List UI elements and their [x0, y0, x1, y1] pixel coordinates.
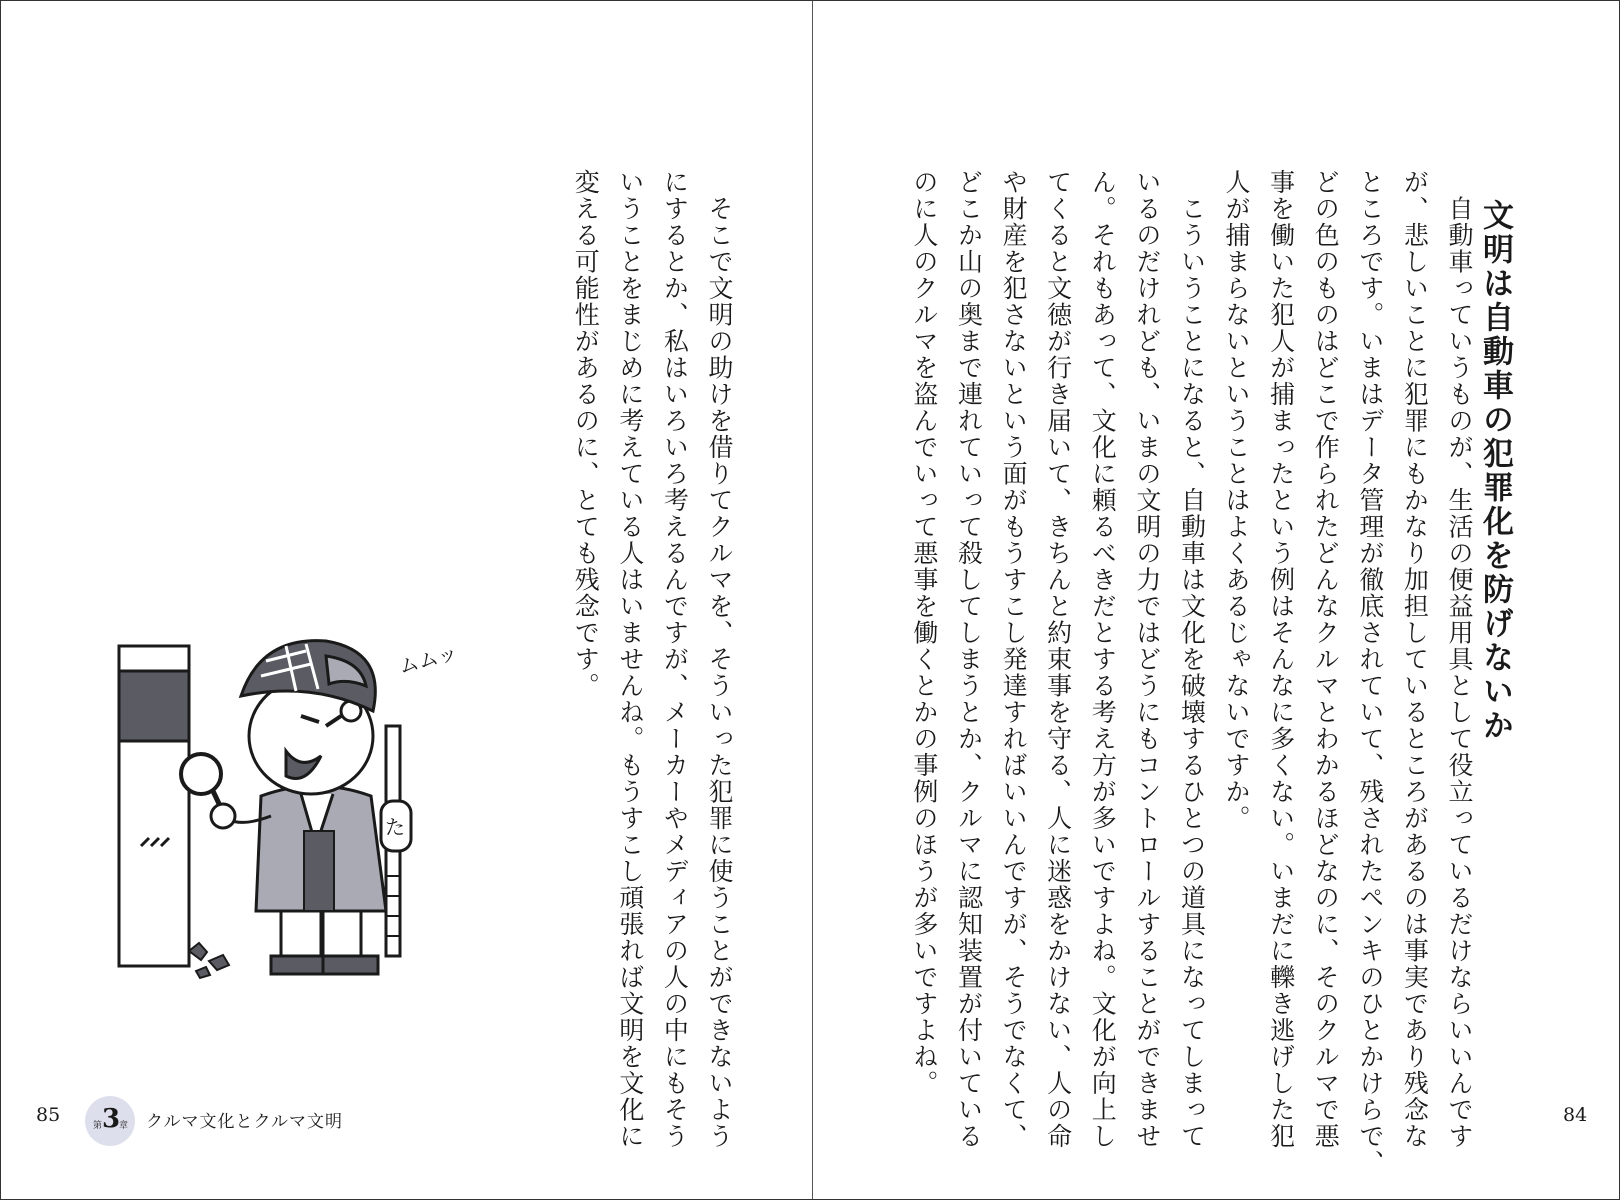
chapter-prefix: 第 — [93, 1121, 103, 1131]
chapter-suffix: 章 — [119, 1121, 129, 1131]
text-line: ん。それもあって、文化に頼るべきだとする考え方が多いですよね。文化が向上し — [1088, 169, 1118, 1150]
right-page-body — [881, 169, 1481, 1176]
text-line: そこで文明の助けを借りてクルマを、そういった犯罪に使うことができないよう — [705, 169, 734, 1150]
section-heading: 文明は自動車の犯罪化を防げないか — [1477, 199, 1513, 743]
text-line: どこか山の奥まで連れていって殺してしまうとか、クルマに認知装置が付いている — [954, 169, 984, 1150]
text-line: どの色のものはどこで作られたどんなクルマとわかるほどなのに、そのクルマで悪 — [1311, 169, 1341, 1150]
pole-band — [119, 671, 189, 741]
magnifier-lens — [181, 754, 221, 794]
text-line: のに人のクルマを盗んでいって悪事を働くとかの事例のほうが多いですよね。 — [909, 169, 939, 1097]
stick-glyph: た — [385, 815, 405, 839]
text-line: こういうことになると、自動車は文化を破壊するひとつの道具になってしまって — [1177, 169, 1207, 1150]
chapter-title: クルマ文化とクルマ文明 — [146, 1112, 343, 1132]
text-line: 変える可能性があるのに、とても残念です。 — [571, 169, 601, 699]
text-line: が、悲しいことに犯罪にもかなり加担しているところがあるのは事実であり残念な — [1400, 169, 1430, 1150]
sound-effect: ムムッ — [396, 640, 461, 679]
text-line: 人が捕まらないということはよくあるじゃないですか。 — [1222, 169, 1252, 832]
page-gutter — [812, 1, 813, 1199]
chapter-number: 3 — [102, 1104, 121, 1134]
shoe — [271, 956, 326, 974]
page-number-right: 84 — [1563, 1104, 1588, 1126]
text-line: いうことをまじめに考えている人はいませんね。もうすこし頑張れば文明を文化に — [615, 169, 645, 1150]
text-line: 事を働いた犯人が捕まったという例はそんなに多くない。いまだに轢き逃げした犯 — [1266, 169, 1296, 1150]
chapter-badge — [85, 1096, 135, 1146]
text-line: いるのだけれども、いまの文明の力ではどうにもコントロールすることができませ — [1132, 169, 1162, 1150]
text-line: 自動車っていうものが、生活の便益用具として役立っているだけならいいんです — [1445, 169, 1474, 1150]
text-line: や財産を犯さないという面がもうすこし発達すればいいんですが、そうでなくて、 — [999, 169, 1029, 1150]
text-line: てくると文徳が行き届いて、きちんと約束事を守る、人に迷惑をかけない、人の命 — [1043, 169, 1073, 1150]
text-line: ところです。いまはデータ管理が徹底されていて、残されたペンキのひとかけらで、 — [1355, 169, 1385, 1176]
shoe — [323, 956, 378, 974]
detective-illustration — [101, 616, 461, 1016]
page-number-left: 85 — [36, 1104, 61, 1126]
left-page-body — [571, 169, 741, 1150]
debris — [189, 943, 229, 978]
text-line: にするとか、私はいろいろ考えるんですが、メーカーやメディアの人の中にもそう — [660, 169, 690, 1150]
